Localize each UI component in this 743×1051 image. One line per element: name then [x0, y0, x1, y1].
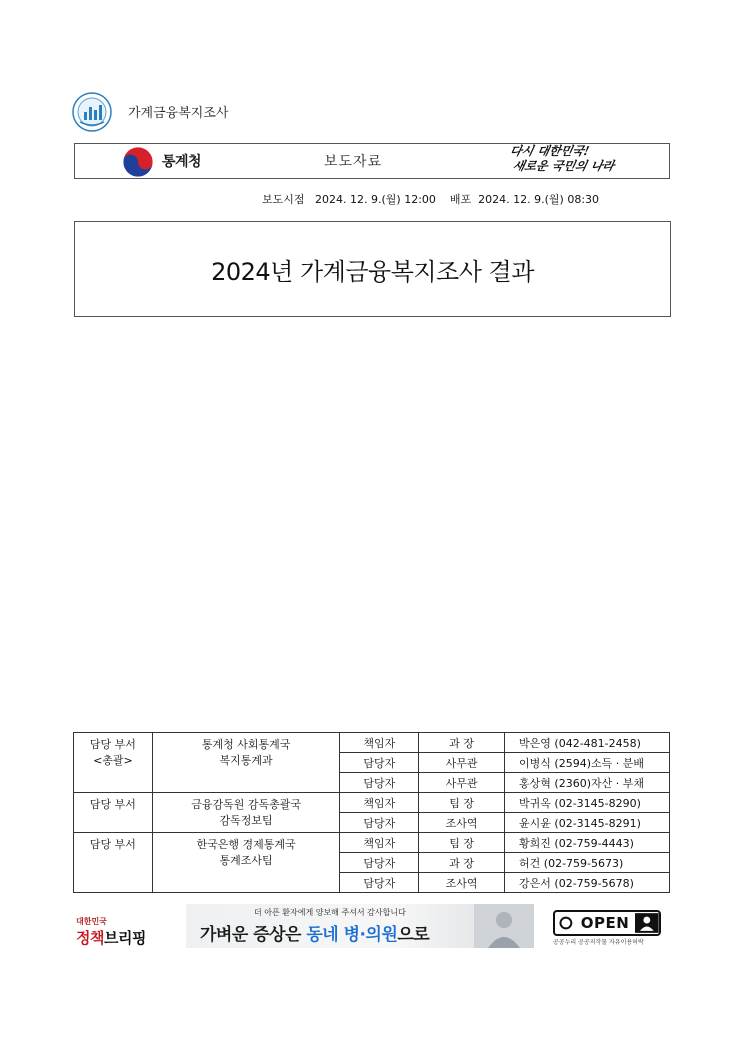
briefing-title [76, 927, 156, 948]
contact-cell: 홍상혁 (2360)자산 · 부채 [505, 773, 670, 793]
contact-cell: 강은서 (02-759-5678) [505, 873, 670, 893]
contact-cell: 박은영 (042-481-2458) [505, 733, 670, 753]
position-cell: 사무관 [419, 773, 505, 793]
survey-logo-icon [72, 92, 112, 132]
open-license-box [553, 910, 661, 936]
dept-label: 담당 부서 [89, 838, 136, 851]
contact-cell: 윤시윤 (02-3145-8291) [505, 813, 670, 833]
position-cell: 과 장 [419, 853, 505, 873]
briefing-title-red: 정책 [76, 929, 104, 947]
dept-org-line1: 한국은행 경제통계국 [196, 838, 296, 851]
release-label: 보도시점 [262, 193, 305, 206]
table-row [74, 733, 670, 753]
position-cell: 팀 장 [419, 793, 505, 813]
banner-headline-highlight: 동네 병·의원 [306, 925, 398, 945]
contact-table [73, 732, 670, 893]
table-row [74, 833, 670, 853]
role-cell: 책임자 [340, 833, 419, 853]
taegeuk-emblem-icon [122, 146, 154, 178]
dept-label: 담당 부서 [89, 738, 136, 751]
position-cell: 팀 장 [419, 833, 505, 853]
role-cell: 책임자 [340, 733, 419, 753]
dept-label-cell [74, 733, 153, 793]
position-cell: 조사역 [419, 873, 505, 893]
dept-sub: <총괄> [93, 754, 133, 767]
banner-headline-part2: 으로 [397, 925, 430, 945]
government-slogan [504, 144, 649, 178]
release-schedule [262, 191, 599, 207]
slogan-line-2: 새로운 국민의 나라 [511, 159, 616, 173]
dept-org-line2: 감독정보팀 [219, 814, 273, 827]
attribution-person-icon [635, 913, 659, 933]
dept-name-cell [152, 733, 340, 793]
agency-name: 통계청 [162, 154, 202, 170]
role-cell: 담당자 [340, 873, 419, 893]
dept-org-line1: 금융감독원 감독총괄국 [191, 798, 301, 811]
title-box [74, 221, 671, 317]
document-title: 2024년 가계금융복지조사 결과 [211, 257, 534, 286]
dept-name-cell [152, 793, 340, 833]
role-cell: 담당자 [340, 773, 419, 793]
slogan-line-1: 다시 대한민국! [508, 144, 591, 158]
dept-label: 담당 부서 [89, 798, 136, 811]
banner-illustration-icon [474, 904, 534, 948]
briefing-small-text: 대한민국 [76, 917, 107, 926]
banner-headline-part1: 가벼운 증상은 [200, 925, 307, 945]
dept-label-cell [74, 833, 153, 893]
contact-cell: 이병식 (2594)소득 · 분배 [505, 753, 670, 773]
contact-cell: 허건 (02-759-5673) [505, 853, 670, 873]
table-row [74, 793, 670, 813]
briefing-title-black: 브리핑 [103, 929, 146, 947]
dept-org-line2: 복지통계과 [219, 754, 273, 767]
role-cell: 책임자 [340, 793, 419, 813]
campaign-banner[interactable] [186, 904, 534, 948]
open-license-subtext: 공공누리 공공저작물 자유이용허락 [553, 939, 644, 946]
banner-headline [200, 920, 429, 945]
release-time: 2024. 12. 9.(월) 12:00 [315, 193, 436, 206]
open-license-mark[interactable] [553, 910, 661, 946]
open-circle-icon [559, 916, 573, 930]
dept-label-cell [74, 793, 153, 833]
distribution-time: 2024. 12. 9.(월) 08:30 [478, 193, 600, 206]
banner-subtitle: 더 아픈 환자에게 양보해 주셔서 감사합니다 [254, 908, 406, 917]
open-license-text: OPEN [580, 914, 630, 932]
position-cell: 사무관 [419, 753, 505, 773]
position-cell: 조사역 [419, 813, 505, 833]
dept-org-line1: 통계청 사회통계국 [201, 738, 291, 751]
policy-briefing-logo[interactable] [76, 916, 156, 950]
distribution-label: 배포 [449, 193, 472, 206]
contact-cell: 황희진 (02-759-4443) [505, 833, 670, 853]
role-cell: 담당자 [340, 753, 419, 773]
survey-name: 가계금융복지조사 [128, 106, 229, 121]
position-cell: 과 장 [419, 733, 505, 753]
role-cell: 담당자 [340, 853, 419, 873]
press-release-label: 보도자료 [324, 154, 383, 170]
dept-name-cell [152, 833, 340, 893]
role-cell: 담당자 [340, 813, 419, 833]
dept-org-line2: 통계조사팀 [219, 854, 273, 867]
contact-cell: 박귀옥 (02-3145-8290) [505, 793, 670, 813]
